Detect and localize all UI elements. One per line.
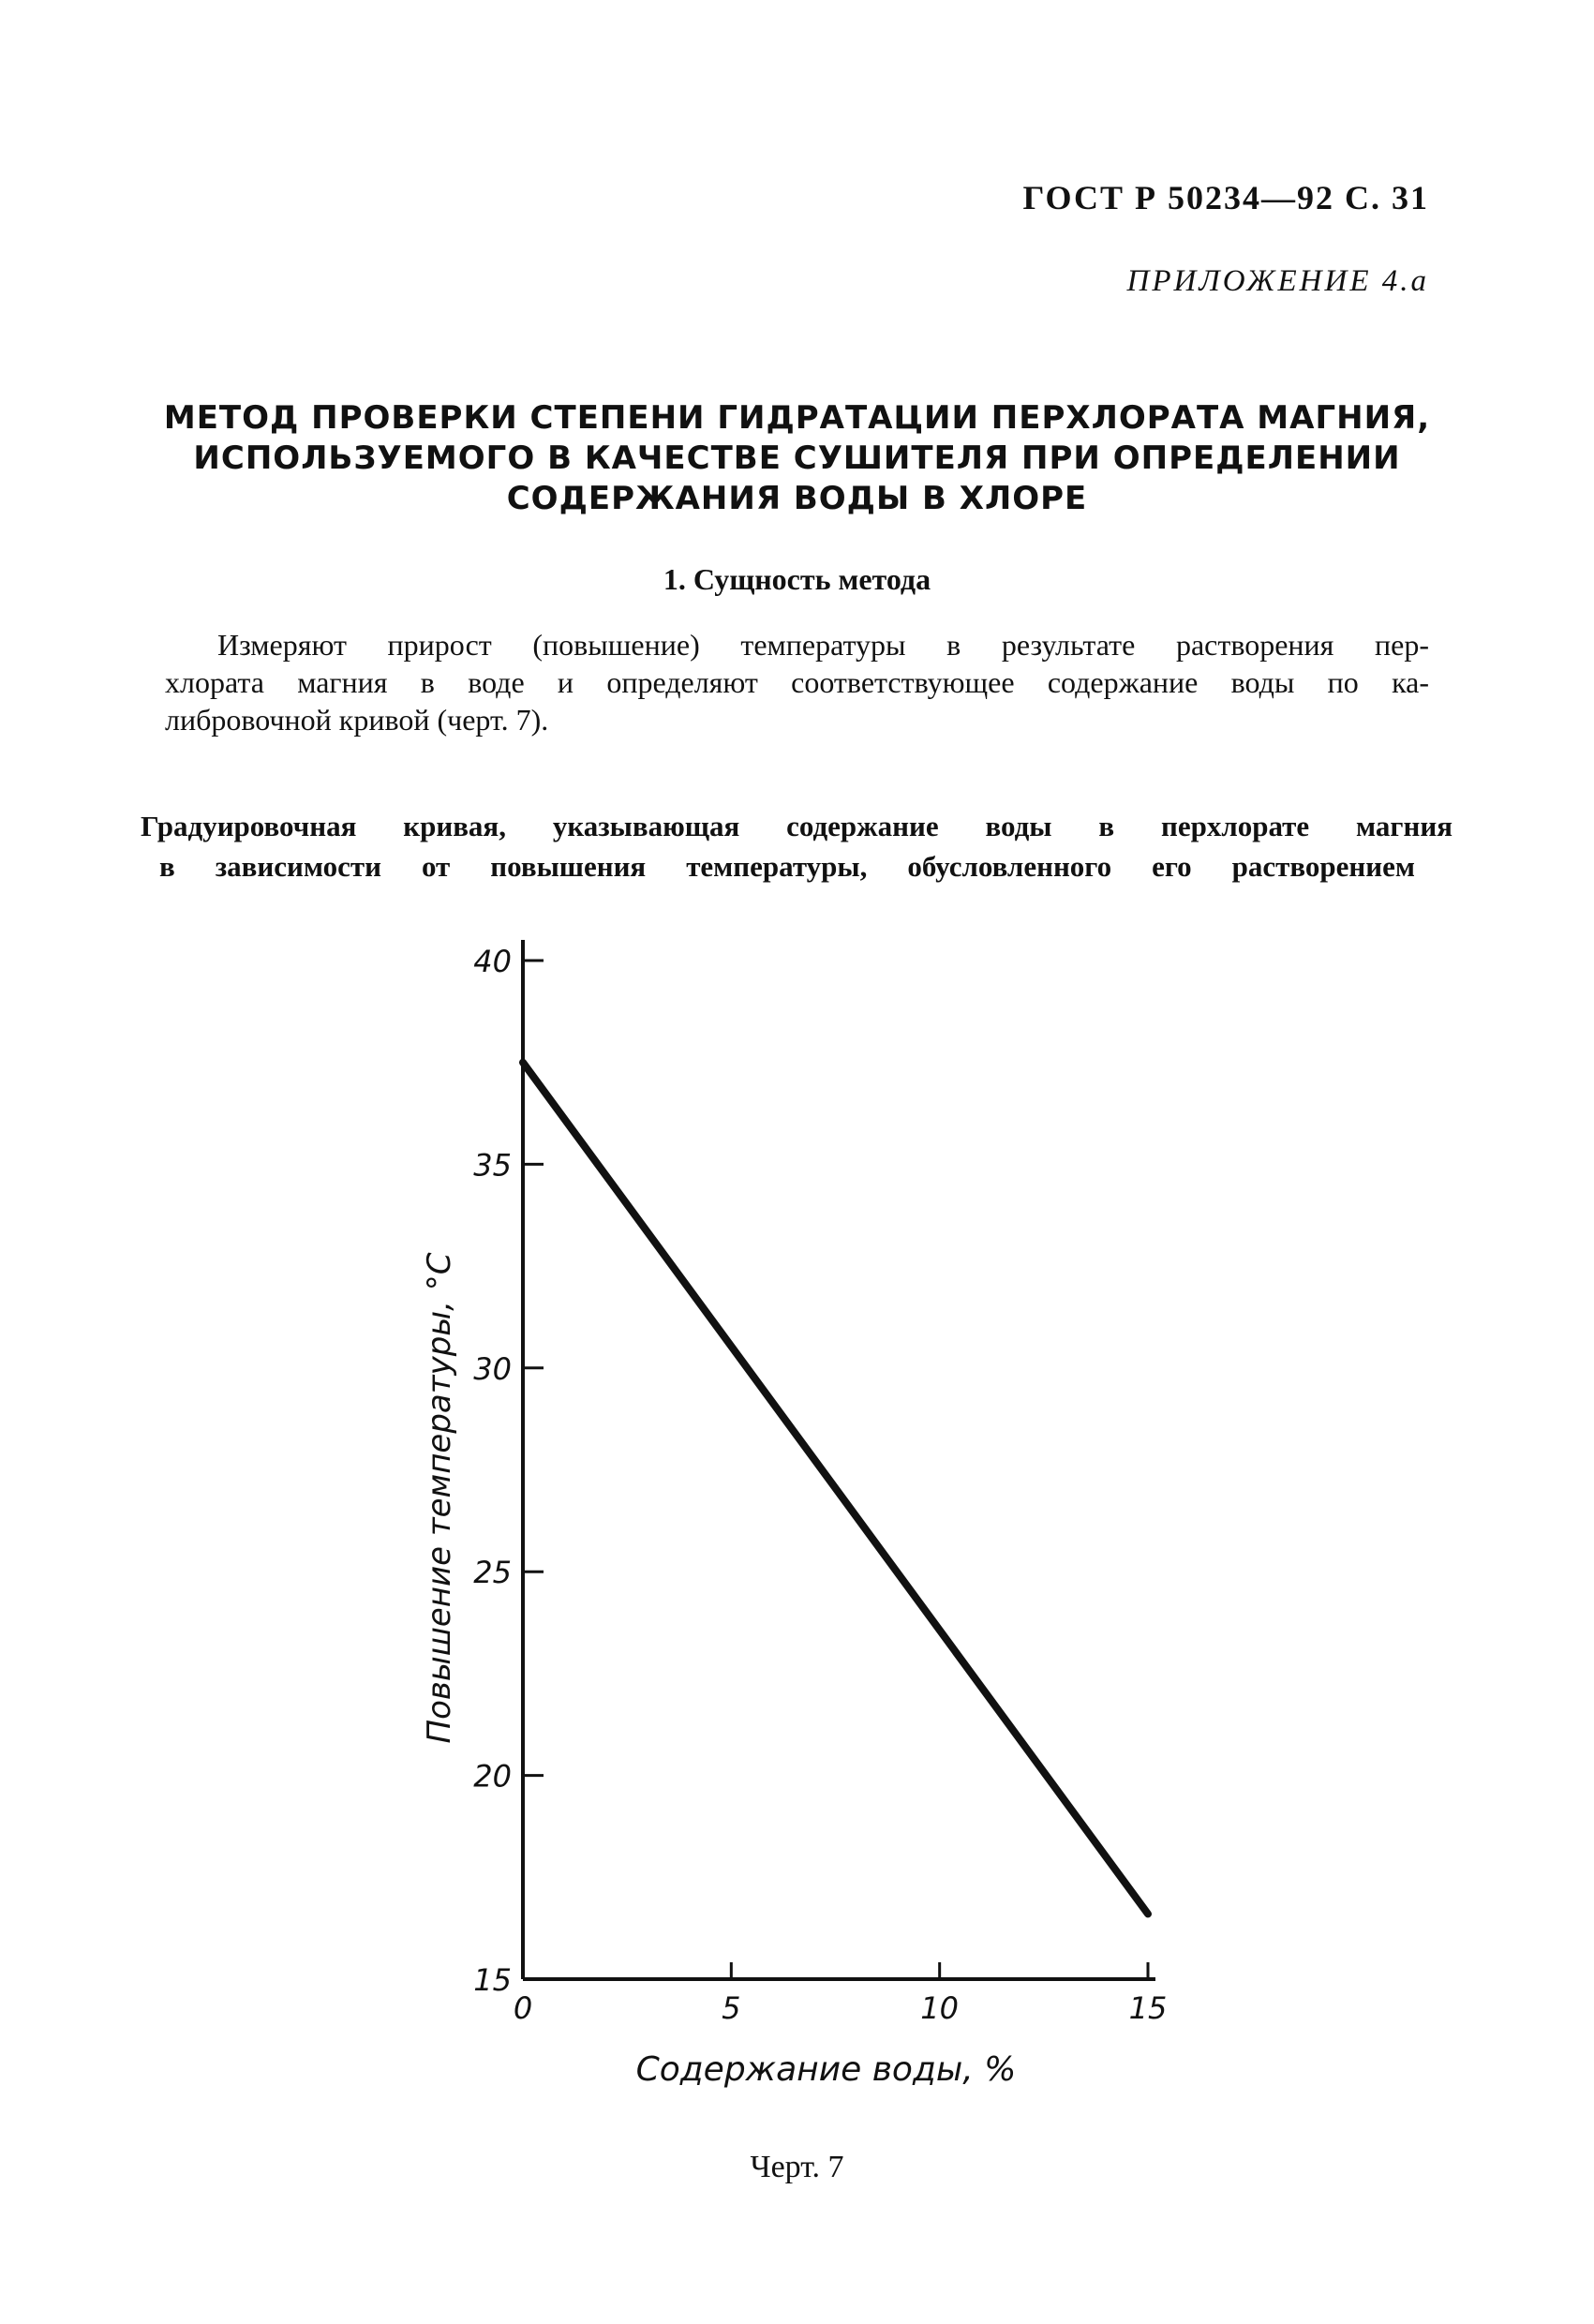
y-ticks — [473, 944, 544, 1998]
section-heading: 1. Сущность метода — [663, 562, 931, 596]
y-tick-label: 25 — [473, 1555, 512, 1591]
x-tick-label: 0 — [513, 1990, 533, 2026]
body-line: хлората магния в воде и определяют соответствующее содержание воды по ка- — [165, 665, 1429, 699]
series-line — [523, 1063, 1148, 1914]
caption-line: Градуировочная кривая, указывающая содержание воды в перхлорате магния — [141, 810, 1452, 842]
x-tick-label: 15 — [1128, 1990, 1168, 2026]
title-line: МЕТОД ПРОВЕРКИ СТЕПЕНИ ГИДРАТАЦИИ ПЕРХЛОРАТА МАГНИЯ, — [163, 399, 1431, 437]
y-axis-label: Повышение температуры, °С — [421, 1252, 458, 1744]
caption-line: в зависимости от повышения температуры, обусловленного его растворением — [159, 850, 1415, 883]
y-tick-label: 15 — [473, 1962, 512, 1998]
y-tick-label: 40 — [473, 944, 512, 979]
appendix-label: ПРИЛОЖЕНИЕ 4.а — [1126, 264, 1429, 298]
body-line: Измеряют прирост (повышение) температуры в результате растворения пер- — [217, 628, 1429, 662]
x-tick-label: 10 — [920, 1990, 960, 2026]
body-line: либровочной кривой (черт. 7). — [165, 703, 549, 737]
figure-label: Черт. 7 — [750, 2150, 844, 2184]
y-tick-label: 35 — [473, 1147, 512, 1184]
title-line: ИСПОЛЬЗУЕМОГО В КАЧЕСТВЕ СУШИТЕЛЯ ПРИ ОПРЕДЕЛЕНИИ — [193, 439, 1401, 477]
x-axis-label: Содержание воды, % — [635, 2050, 1017, 2089]
y-tick-label: 20 — [473, 1758, 512, 1795]
title-line: СОДЕРЖАНИЯ ВОДЫ В ХЛОРЕ — [506, 480, 1088, 517]
standard-code: ГОСТ Р 50234—92 С. 31 — [1022, 179, 1429, 216]
y-tick-label: 30 — [473, 1350, 512, 1387]
x-tick-label: 5 — [722, 1990, 741, 2026]
x-ticks — [514, 1962, 1168, 2026]
series-group — [523, 1063, 1148, 1914]
